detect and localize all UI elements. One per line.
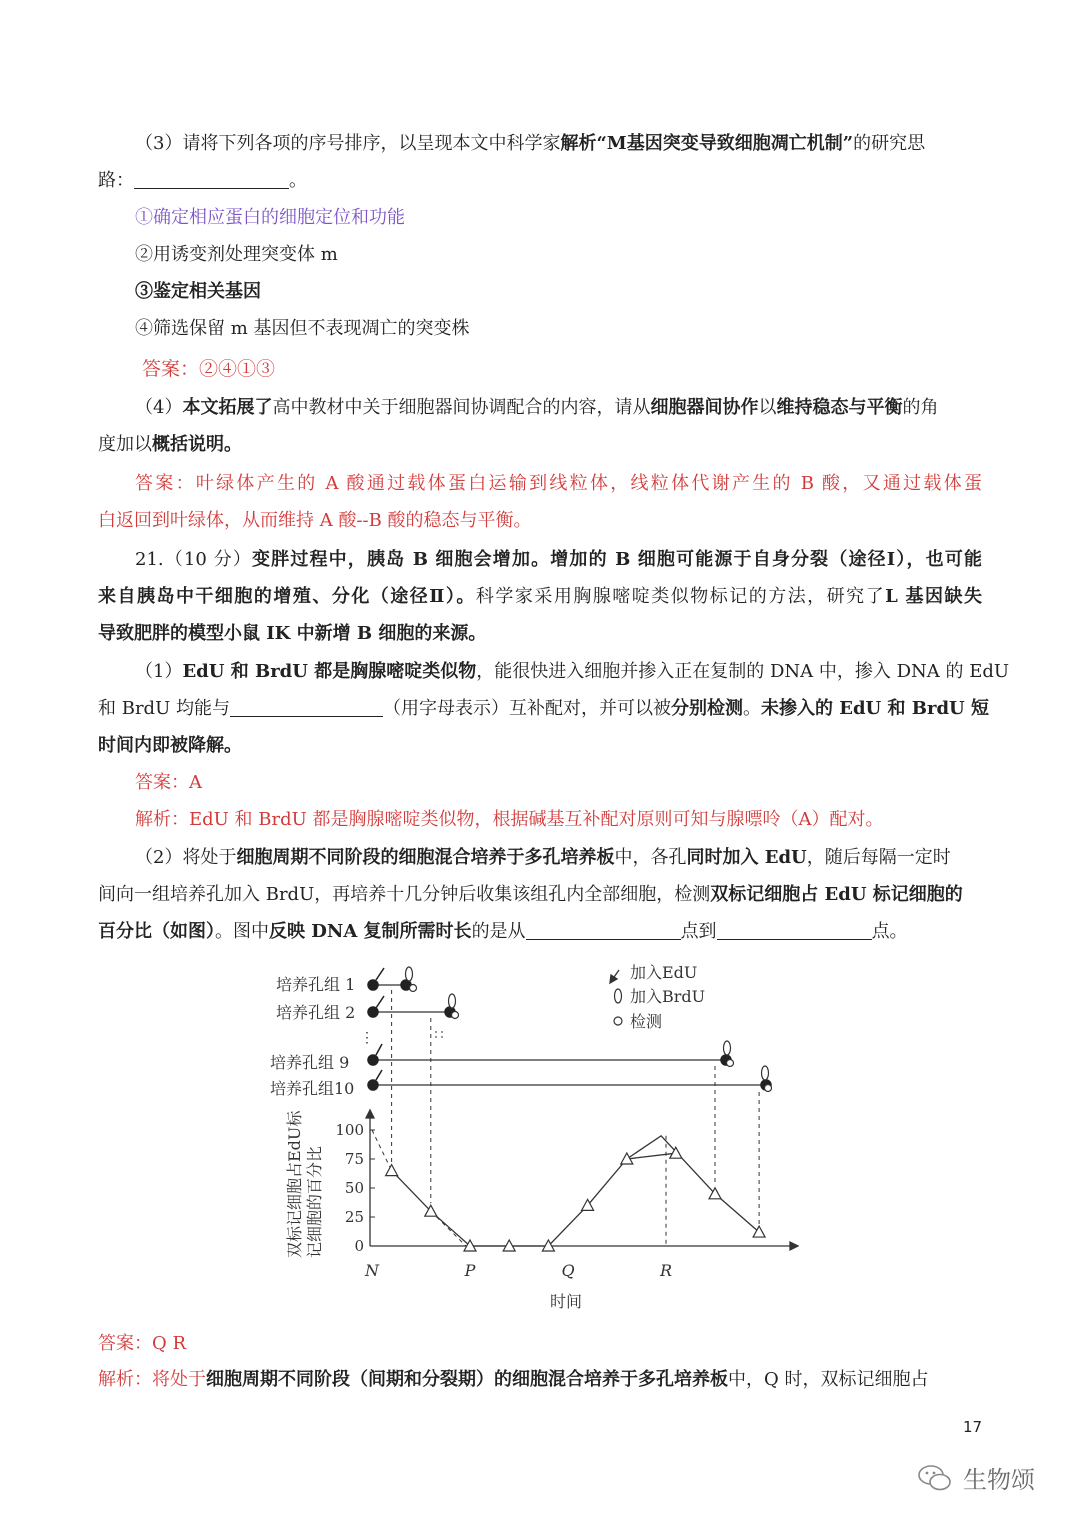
x-tick-label-N: N [365,1261,379,1280]
q3-answer: 答案：②④①③ [142,358,276,380]
x-tick-label-P: P [464,1261,476,1280]
q21-2-line1: （2）将处于细胞周期不同阶段的细胞混合培养于多孔培养板中，各孔同时加入 EdU，随后每隔一定时 [135,847,951,868]
x-tick-label-R: R [659,1261,673,1280]
brdu-tube-2 [449,994,456,1008]
experiment-figure [260,958,820,1318]
q21-1-line1: （1）EdU 和 BrdU 都是胸腺嘧啶类似物，能很快进入细胞并掺入正在复制的 DNA 中，掺入 DNA 的 EdU [135,661,1010,682]
wechat-icon [917,1463,953,1493]
edu-arrow-2 [376,996,384,1008]
q21-1-line2: 和 BrdU 均能与 （用字母表示）互补配对，并可以被分别检测。未掺入的 EdU 和 BrdU 短 [98,698,990,719]
q21-2-analysis: 解析：将处于细胞周期不同阶段（间期和分裂期）的细胞混合培养于多孔培养板中，Q 时，双标记细胞占 [98,1369,929,1390]
x-axis-label: 时间 [550,1292,583,1311]
q21-line3: 导致肥胖的模型小鼠 IK 中新增 B 细胞的来源。 [98,623,487,644]
data-line [392,1136,759,1246]
x-axis-arrow [790,1242,798,1250]
watermark-text: 生物颂 [963,1466,1035,1494]
q21-2-line2: 间向一组培养孔加入 BrdU，再培养十几分钟后收集该组孔内全部细胞，检测双标记细胞占 EdU 标记细胞的 [98,884,963,905]
q21-2-answer: 答案：Q R [98,1333,187,1354]
group-label-9: 培养孔组 9 [270,1053,350,1072]
y-tick-label-100: 100 [335,1121,364,1139]
brdu-tube-10 [762,1066,769,1080]
x-tick-label-Q: Q [561,1261,575,1280]
data-point-8 [670,1147,682,1158]
group-label-2: 培养孔组 2 [276,1003,356,1022]
y-axis-label-line2: 记细胞的百分比 [305,1145,324,1258]
y-axis-arrow [366,1110,374,1118]
q4-line1: （4）本文拓展了高中教材中关于细胞器间协调配合的内容，请从细胞器间协作以维持稳态与平衡的角 [135,397,939,418]
q3-line1: （3）请将下列各项的序号排序，以呈现本文中科学家解析“M基因突变导致细胞凋亡机制”的研究思 [135,133,926,154]
q3-option2: ②用诱变剂处理突变体 m [135,244,338,265]
legend-brdu: 加入BrdU [630,987,706,1006]
edu-dot-2 [368,1007,378,1017]
detect-circle-1 [410,985,417,992]
extrapolation-start [372,1130,392,1171]
q21-1-line3: 时间内即被降解。 [98,735,242,756]
edu-arrow-1 [376,968,384,980]
y-axis-label-line1: 双标记细胞占EdU标 [285,1110,304,1258]
brdu-tube-9 [724,1041,731,1055]
group-label-1: 培养孔组 1 [276,975,356,994]
q21-2-line3: 百分比（如图）。图中反映 DNA 复制所需时长的是从 点到 点。 [98,921,908,942]
q21-1-answer: 答案：A [135,772,202,793]
group-dots: ⋮ [360,1030,374,1046]
q4-line2: 度加以概括说明。 [98,434,242,455]
detect-circle-9 [727,1060,734,1067]
edu-arrow-10 [376,1070,382,1080]
edu-arrow-9 [376,1044,382,1055]
y-tick-label-75: 75 [344,1150,364,1168]
edu-dot-1 [368,980,378,990]
edu-dot-9 [368,1055,378,1065]
chart-marks [335,990,765,1280]
q21-line2: 来自胰岛中干细胞的增殖、分化（途径Ⅱ）。科学家采用胸腺嘧啶类似物标记的方法，研究了L 基因缺失 [98,586,982,607]
q4-answer-line2: 白返回到叶绿体，从而维持 A 酸--B 酸的稳态与平衡。 [98,510,532,531]
watermark [917,1460,1035,1495]
q3-option1: ①确定相应蛋白的细胞定位和功能 [135,207,405,228]
q3-line2: 路： 。 [98,170,307,191]
y-tick-label-50: 50 [344,1179,364,1197]
detect-circle-2 [452,1012,459,1019]
legend-brdu-icon [615,989,622,1003]
q21-line1: 21.（10 分）变胖过程中，胰岛 B 细胞会增加。增加的 B 细胞可能源于自身分裂（途径Ⅰ），也可能 [135,549,982,570]
q3-option4: ④筛选保留 m 基因但不表现凋亡的突变株 [135,318,470,339]
y-axis-label [285,1110,324,1258]
q21-1-analysis: 解析：EdU 和 BrdU 都是胸腺嘧啶类似物，根据碱基互补配对原则可知与腺嘌呤（A）配对。 [135,809,884,830]
brdu-tube-1 [406,967,413,981]
q4-answer-line1: 答案：叶绿体产生的 A 酸通过载体蛋白运输到线粒体，线粒体代谢产生的 B 酸，又通过载体蛋 [135,473,982,494]
legend-detect-icon [614,1017,622,1025]
legend-edu-arrowhead [610,975,617,983]
q3-option3: ③鉴定相关基因 [135,281,261,302]
data-point-1 [386,1165,398,1176]
y-tick-label-25: 25 [344,1208,364,1226]
legend-edu: 加入EdU [630,963,698,982]
detect-circle-10 [765,1085,772,1092]
legend-detect: 检测 [630,1012,663,1031]
group-label-10: 培养孔组10 [270,1079,355,1098]
y-tick-label-0: 0 [354,1237,364,1255]
page-number: 17 [963,1418,983,1436]
edu-dot-10 [368,1080,378,1090]
